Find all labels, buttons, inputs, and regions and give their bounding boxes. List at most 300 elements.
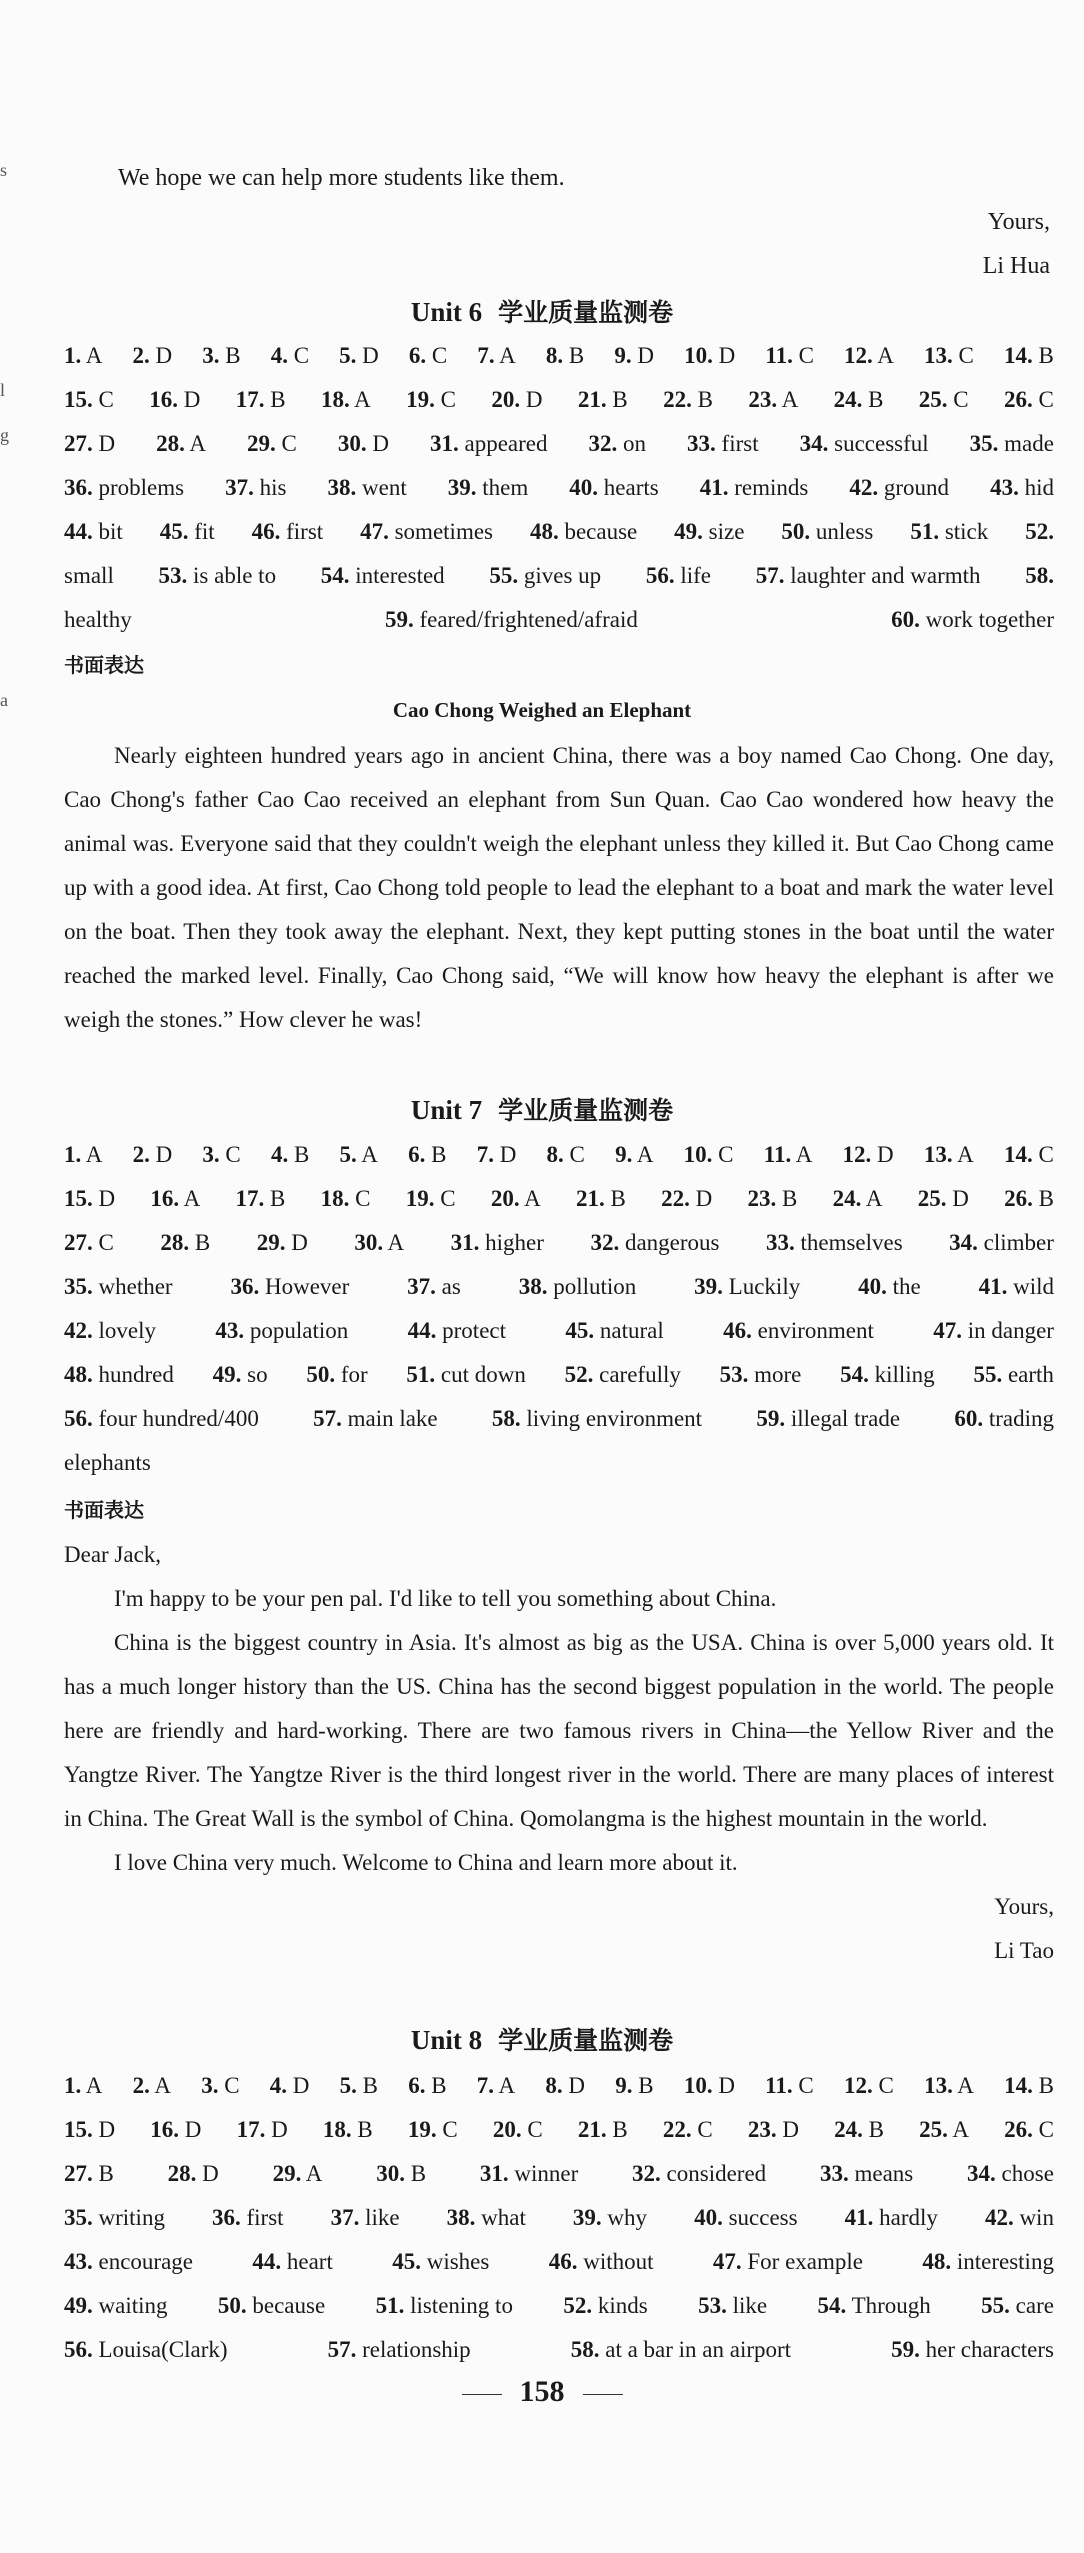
answer-item (313, 1397, 438, 1441)
page-number: 158 (519, 2375, 565, 2408)
answer-item (64, 2064, 102, 2108)
answer-item (408, 1309, 506, 1353)
answer-number: 16. (150, 2117, 180, 2142)
answer-number: 3. (202, 1142, 220, 1167)
answer-number: 14. (1003, 1142, 1033, 1167)
answer-item (340, 2064, 378, 2108)
answer-number: 59. (756, 1406, 786, 1431)
answer-row (64, 422, 1054, 466)
answer-item (133, 2064, 171, 2108)
answer-value: healthy (64, 607, 132, 632)
answer-value: B (357, 2117, 373, 2142)
answer-item (406, 378, 456, 422)
answer-value: environment (757, 1318, 874, 1343)
answer-value: C (878, 2073, 894, 2098)
answer-number: 12. (843, 2073, 873, 2098)
answer-number: 13. (923, 1142, 953, 1167)
unit7-signature: Li Tao (994, 1938, 1054, 1963)
answer-number: 58. (570, 2337, 600, 2362)
answer-value: work together (925, 607, 1054, 632)
answer-value: encourage (98, 2249, 193, 2274)
answer-item (64, 1265, 173, 1309)
answer-item (477, 334, 515, 378)
edge-mark: a (0, 690, 8, 710)
unit6-answers (64, 334, 1054, 642)
answer-item (764, 1133, 813, 1177)
answer-value: problems (98, 475, 185, 500)
answer-row (64, 2328, 1054, 2372)
answer-number: 51. (375, 2293, 405, 2318)
answer-item (323, 2108, 373, 2152)
unit6-number: Unit 6 (410, 297, 483, 327)
answer-number: 4. (270, 343, 288, 368)
answer-number: 36. (64, 475, 93, 500)
answer-item (646, 554, 711, 598)
answer-value: higher (485, 1230, 544, 1255)
answer-value: reminds (734, 475, 809, 500)
unit7-paragraph: I'm happy to be your pen pal. I'd like to tell you something about China. (114, 1586, 777, 1611)
answer-item (408, 2064, 446, 2108)
answer-item (973, 1353, 1053, 1397)
answer-value: C (440, 1186, 456, 1211)
answer-item (590, 1221, 719, 1265)
answer-item (1004, 1133, 1054, 1177)
answer-number: 19. (405, 1186, 435, 1211)
answer-item (64, 2328, 228, 2372)
answer-value: C (293, 343, 310, 368)
answer-item (545, 2064, 585, 2108)
answer-item (64, 2284, 168, 2328)
answer-item (674, 510, 744, 554)
answer-value: C (1038, 387, 1054, 412)
answer-number: 26. (1004, 1186, 1033, 1211)
answer-value: climber (983, 1230, 1054, 1255)
answer-value: A (499, 343, 516, 368)
answer-number: 19. (407, 2117, 437, 2142)
answer-item (156, 422, 206, 466)
answer-value: B (431, 1142, 447, 1167)
answer-row (64, 1265, 1054, 1309)
answer-item (632, 2152, 766, 2196)
answer-value: made (1004, 431, 1054, 456)
answer-value: B (410, 2161, 427, 2186)
answer-item (376, 2152, 426, 2196)
answer-item (132, 334, 172, 378)
answer-value: A (189, 431, 206, 456)
answer-item (834, 2108, 884, 2152)
answer-item (747, 1177, 797, 1221)
answer-value: C (958, 343, 974, 368)
answer-item (687, 422, 759, 466)
answer-value: what (481, 2205, 526, 2230)
answer-number: 15. (64, 2117, 93, 2142)
answer-number: 2. (132, 2073, 150, 2098)
answer-number: 11. (765, 2073, 793, 2098)
answer-item (1004, 1177, 1054, 1221)
answer-value: For example (747, 2249, 863, 2274)
answer-number: 54. (817, 2293, 847, 2318)
answer-item (271, 1133, 309, 1177)
answer-item (858, 1265, 921, 1309)
answer-value: first (246, 2205, 284, 2230)
answer-number: 57. (755, 563, 785, 588)
answer-number: 8. (546, 1142, 564, 1167)
answer-value: C (718, 1142, 734, 1167)
answer-item (698, 2284, 767, 2328)
answer-value: D (362, 343, 379, 368)
answer-value: B (697, 387, 713, 412)
answer-number: 8. (545, 2073, 563, 2098)
answer-value: population (249, 1318, 349, 1343)
answer-item (578, 378, 628, 422)
answer-number: 13. (924, 343, 953, 368)
answer-item (563, 2284, 647, 2328)
answer-number: 9. (614, 343, 632, 368)
answer-number: 39. (447, 475, 477, 500)
answer-number: 55. (973, 1362, 1003, 1387)
answer-value: four hundred/400 (98, 1406, 259, 1431)
edge-mark: l (0, 380, 6, 400)
answer-number: 40. (858, 1274, 887, 1299)
answer-item (150, 1177, 200, 1221)
answer-item (781, 510, 873, 554)
answer-item (201, 2064, 239, 2108)
answer-number: 56. (64, 1406, 93, 1431)
answer-item (360, 510, 493, 554)
answer-value: B (431, 2073, 447, 2098)
answer-value: fit (194, 519, 215, 544)
answer-value: D (695, 1186, 713, 1211)
answer-value: wild (1013, 1274, 1054, 1299)
answer-number: 20. (492, 2117, 522, 2142)
answer-number: 6. (408, 2073, 426, 2098)
answer-number: 37. (407, 1274, 436, 1299)
answer-item (64, 554, 114, 598)
unit7-number: Unit 7 (410, 1095, 483, 1125)
answer-item (230, 1265, 349, 1309)
answer-number: 17. (235, 1186, 265, 1211)
answer-number: 25. (918, 387, 948, 412)
answer-number: 51. (910, 519, 940, 544)
answer-item (64, 510, 123, 554)
answer-item (949, 1221, 1054, 1265)
answer-item (160, 510, 215, 554)
answer-item (924, 1133, 974, 1177)
answer-value: C (281, 431, 297, 456)
answer-number: 13. (924, 2073, 953, 2098)
answer-value: went (362, 475, 407, 500)
answer-item (340, 1133, 378, 1177)
answer-value: interested (355, 563, 445, 588)
answer-item (168, 2152, 219, 2196)
answer-item (954, 1397, 1054, 1441)
answer-item (64, 422, 115, 466)
answer-value: A (387, 1230, 405, 1255)
unit6-title-cn: 学业质量监测卷 (498, 298, 674, 327)
answer-value: B (270, 1186, 286, 1211)
answer-value: D (155, 1142, 173, 1167)
answer-value: C (98, 1230, 114, 1255)
answer-number: 11. (765, 343, 793, 368)
answer-item (661, 1177, 712, 1221)
answer-number: 58. (1025, 563, 1054, 588)
answer-item (571, 2328, 791, 2372)
answer-item (615, 2064, 653, 2108)
answer-number: 41. (844, 2205, 874, 2230)
answer-number: 59. (384, 607, 414, 632)
answer-value: first (721, 431, 759, 456)
unit7-greeting: Dear Jack, (64, 1542, 162, 1567)
answer-value: A (957, 1142, 974, 1167)
answer-number: 47. (360, 519, 389, 544)
answer-value: A (636, 1142, 654, 1167)
answer-item (684, 2064, 735, 2108)
answer-value: like (365, 2205, 400, 2230)
answer-number: 57. (327, 2337, 357, 2362)
answer-number: 6. (408, 343, 427, 368)
answer-number: 39. (572, 2205, 602, 2230)
answer-number: 24. (832, 1186, 862, 1211)
answer-value: D (568, 2073, 585, 2098)
answer-item (408, 1133, 446, 1177)
answer-item (64, 1177, 115, 1221)
answer-item (576, 1177, 626, 1221)
answer-value: considered (666, 2161, 767, 2186)
answer-value: A (877, 343, 894, 368)
answer-number: 57. (313, 1406, 342, 1431)
answer-item (723, 1309, 874, 1353)
answer-value: D (499, 1142, 517, 1167)
answer-number: 16. (149, 387, 178, 412)
answer-number: 18. (320, 387, 350, 412)
answer-item (684, 334, 735, 378)
answer-number: 1. (64, 343, 82, 368)
answer-item (202, 334, 240, 378)
answer-value: D (291, 1230, 308, 1255)
answer-value: D (271, 2117, 288, 2142)
answer-number: 29. (272, 2161, 302, 2186)
answer-item (981, 2284, 1054, 2328)
answer-item (64, 1221, 114, 1265)
answer-number: 52. (563, 2293, 593, 2318)
answer-number: 45. (392, 2249, 421, 2274)
answer-value: more (754, 1362, 802, 1387)
answer-number: 33. (687, 431, 716, 456)
answer-value: the (892, 1274, 921, 1299)
answer-value: heart (286, 2249, 333, 2274)
answer-number: 19. (406, 387, 435, 412)
answer-value: A (498, 2073, 516, 2098)
answer-item (614, 334, 654, 378)
answer-number: 6. (408, 1142, 426, 1167)
answer-number: 48. (64, 1362, 93, 1387)
answer-number: 7. (476, 2073, 495, 2098)
answer-number: 58. (491, 1406, 521, 1431)
answer-value: why (607, 2205, 648, 2230)
answer-number: 9. (615, 1142, 633, 1167)
answer-number: 44. (407, 1318, 437, 1343)
answer-item (354, 1221, 404, 1265)
answer-value: gives up (523, 563, 602, 588)
answer-value: his (259, 475, 287, 500)
answer-item (392, 2240, 489, 2284)
answer-number: 27. (64, 2161, 93, 2186)
answer-item (843, 1133, 894, 1177)
answer-value: C (798, 2073, 814, 2098)
answer-value: care (1015, 2293, 1054, 2318)
answer-item (149, 378, 200, 422)
answer-item (979, 1265, 1054, 1309)
answer-value: B (225, 343, 241, 368)
answer-number: 23. (747, 2117, 777, 2142)
answer-value: B (362, 2073, 378, 2098)
answer-value: size (708, 519, 745, 544)
answer-number: 53. (719, 1362, 749, 1387)
answer-value: win (1019, 2205, 1054, 2230)
answer-item (64, 1309, 156, 1353)
answer-row (64, 2108, 1054, 2152)
answer-row (64, 554, 1054, 598)
answer-row (64, 598, 1054, 642)
answer-number: 30. (354, 1230, 384, 1255)
answer-item (684, 1133, 734, 1177)
answer-number: 22. (662, 2117, 692, 2142)
answer-number: 20. (490, 1186, 520, 1211)
answer-item (408, 2108, 458, 2152)
answer-row (64, 378, 1054, 422)
answer-item (748, 2108, 799, 2152)
answer-number: 42. (849, 475, 879, 500)
intro-line: We hope we can help more students like them. (118, 165, 565, 191)
answer-value: B (1038, 343, 1054, 368)
answer-item (160, 1221, 210, 1265)
answer-number: 27. (64, 431, 93, 456)
answer-item (448, 466, 529, 510)
answer-item (133, 1133, 173, 1177)
answer-row (64, 1441, 1054, 1485)
answer-number: 10. (683, 2073, 713, 2098)
answer-value: B (612, 2117, 628, 2142)
answer-item (1004, 378, 1054, 422)
answer-value: D (372, 431, 389, 456)
answer-value: hundred (98, 1362, 174, 1387)
answer-value: D (952, 1186, 969, 1211)
answer-number: 55. (981, 2293, 1010, 2318)
unit8-number: Unit 8 (410, 2025, 483, 2055)
answer-item (236, 378, 286, 422)
unit8-title (0, 2020, 1084, 2061)
answer-item (328, 466, 407, 510)
answer-value: B (98, 2161, 114, 2186)
answer-number: 49. (674, 519, 703, 544)
answer-number: 26. (1004, 387, 1033, 412)
answer-row (64, 334, 1054, 378)
answer-item (922, 2240, 1054, 2284)
answer-number: 55. (489, 563, 519, 588)
answer-value: A (85, 2073, 103, 2098)
answer-number: 34. (967, 2161, 996, 2186)
answer-number: 26. (1004, 2117, 1033, 2142)
answer-value: C (527, 2117, 543, 2142)
answer-number: 33. (819, 2161, 849, 2186)
answer-value: carefully (599, 1362, 681, 1387)
answer-number: 52. (1025, 519, 1054, 544)
answer-number: 4. (269, 2073, 288, 2098)
answer-item (321, 1177, 371, 1221)
answer-number: 38. (327, 475, 357, 500)
answer-number: 45. (159, 519, 189, 544)
answer-item (845, 2196, 938, 2240)
answer-value: C (569, 1142, 585, 1167)
answer-number: 28. (156, 431, 185, 456)
answer-number: 8. (545, 343, 564, 368)
answer-value: D (183, 387, 201, 412)
answer-value: B (1038, 2073, 1054, 2098)
answer-value: B (194, 1230, 211, 1255)
answer-number: 24. (834, 2117, 863, 2142)
answer-number: 12. (844, 343, 873, 368)
unit8-title-cn: 学业质量监测卷 (498, 2026, 674, 2055)
answer-number: 50. (217, 2293, 247, 2318)
answer-value: appeared (464, 431, 548, 456)
answer-item (64, 1397, 259, 1441)
answer-value: B (868, 387, 884, 412)
answer-number: 44. (64, 519, 93, 544)
answer-number: 28. (160, 1230, 190, 1255)
answer-number: 53. (698, 2293, 727, 2318)
answer-value: Louisa(Clark) (98, 2337, 228, 2362)
answer-number: 37. (330, 2205, 360, 2230)
answer-item (700, 466, 809, 510)
answer-number: 5. (339, 2073, 357, 2098)
answer-item (407, 1265, 461, 1309)
unit6-writing-label: 书面表达 (64, 653, 144, 677)
answer-item (212, 2196, 284, 2240)
answer-value: themselves (800, 1230, 903, 1255)
answer-item (748, 378, 798, 422)
answer-number: 53. (158, 563, 188, 588)
answer-number: 35. (64, 1274, 93, 1299)
answer-number: 4. (270, 1142, 289, 1167)
answer-value: life (680, 563, 712, 588)
answer-row (64, 1133, 1054, 1177)
answer-item (225, 466, 286, 510)
answer-number: 52. (564, 1362, 594, 1387)
page-number-footer (0, 2372, 1084, 2412)
answer-item (64, 598, 132, 642)
answer-value: earth (1007, 1362, 1054, 1387)
answer-value: However (264, 1274, 350, 1299)
answer-item (451, 1221, 544, 1265)
answer-value: D (877, 1142, 894, 1167)
answer-item (891, 598, 1054, 642)
answer-item (491, 378, 542, 422)
answer-value: listening to (410, 2293, 513, 2318)
answer-value: Through (851, 2293, 931, 2318)
answer-value: writing (98, 2205, 165, 2230)
answer-value: natural (599, 1318, 664, 1343)
answer-number: 35. (64, 2205, 93, 2230)
answer-item (756, 1397, 900, 1441)
answer-number: 21. (575, 1186, 605, 1211)
answer-value: so (247, 1362, 268, 1387)
unit7-title-cn: 学业质量监测卷 (498, 1096, 674, 1125)
answer-item (766, 1221, 903, 1265)
answer-value: for (340, 1362, 368, 1387)
answer-value: A (154, 2073, 171, 2098)
unit7-writing-label: 书面表达 (64, 1498, 144, 1522)
unit7-closing: Yours, (994, 1894, 1054, 1919)
